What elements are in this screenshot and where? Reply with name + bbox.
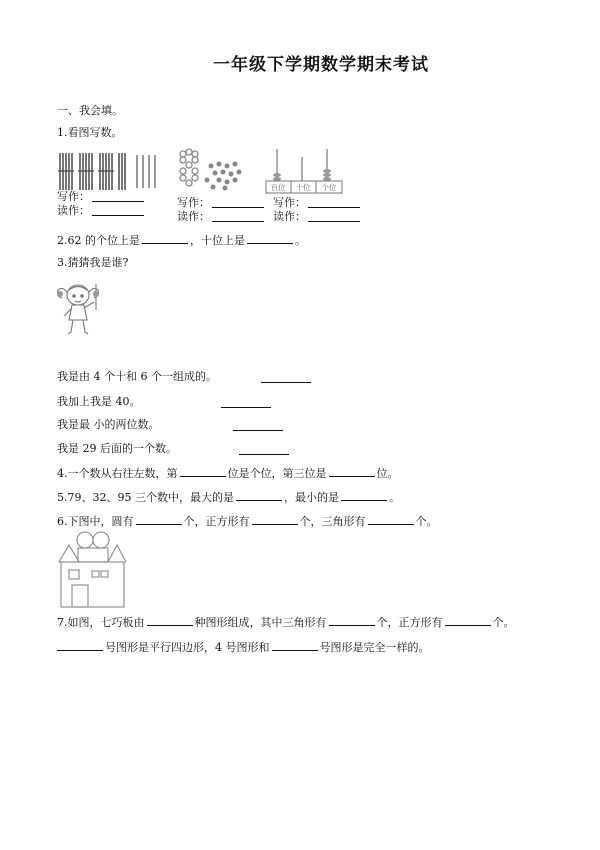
answer-blank[interactable] [136,513,182,525]
abacus-label-hundreds: 百位 [270,183,286,192]
question-7-part-b: 种图形组成，其中三角形有 [194,616,327,629]
question-6-part-c: 个，三角形有 [299,515,366,528]
riddle-line-4: 我是 29 后面的一个数。 [57,442,177,455]
dots-picture [177,148,249,192]
question-4-part-b: 位是个位，第三位是 [227,467,327,480]
answer-blank[interactable] [92,215,144,216]
abacus-label-ones: 个位 [321,183,337,192]
answer-blank[interactable] [92,201,144,202]
answer-blank[interactable] [236,489,282,501]
question-1-text: 1.看图写数。 [57,126,123,139]
answer-blank[interactable] [212,221,264,222]
answer-blank[interactable] [180,465,226,477]
question-5-part-b: ，最小的是 [283,491,339,504]
answer-blank[interactable] [272,639,318,651]
question-7-part-d: 个。 [492,616,515,629]
answer-blank[interactable] [233,430,283,431]
write-label-2: 写作： [177,196,210,209]
answer-blank[interactable] [341,489,387,501]
question-7-line-1 [57,614,515,630]
answer-blank[interactable] [261,382,311,383]
answer-blank[interactable] [329,465,375,477]
answer-blank[interactable] [445,614,491,626]
question-2-part-b: ，十位上是 [190,234,245,247]
riddle-line-2: 我加上我是 40。 [57,395,141,408]
sticks-picture [57,150,162,192]
read-label-3: 读作： [273,210,306,223]
question-6-part-d: 个。 [415,515,438,528]
question-4-part-a: 4.一个数从右往左数，第 [57,467,178,480]
question-7-line-2 [57,639,430,655]
question-5-part-c: 。 [388,491,400,504]
question-6-part-a: 6.下图中，圆有 [57,515,134,528]
question-7-part-e: 号图形是平行四边形，4 号图形和 [105,641,270,654]
question-4-part-c: 位。 [376,467,399,480]
question-5-part-a: 5.79、32、95 三个数中，最大的是 [57,491,234,504]
read-label-2: 读作： [177,210,210,223]
answer-blank[interactable] [57,639,103,651]
write-label-3: 写作： [273,196,306,209]
answer-blank[interactable] [252,513,298,525]
question-5 [57,489,400,505]
abacus-picture [265,147,345,195]
question-6 [57,513,438,529]
answer-blank[interactable] [239,454,289,455]
read-label-1: 读作： [57,204,90,217]
question-2-part-a: 2.62 的个位上是 [57,234,140,247]
page-title: 一年级下学期数学期末考试 [213,55,429,75]
question-4 [57,465,399,481]
question-6-part-b: 个，正方形有 [183,515,250,528]
abacus-label-tens: 十位 [295,183,311,192]
section-heading: 一、我会填。 [57,104,123,117]
question-2-part-c: 。 [295,234,306,247]
answer-blank[interactable] [147,614,193,626]
question-7-part-f: 号图形是完全一样的。 [319,641,430,654]
question-7-part-a: 7.如图，七巧板由 [57,616,145,629]
answer-blank[interactable] [308,207,360,208]
riddle-line-1: 我是由 4 个十和 6 个一组成的。 [57,370,217,383]
answer-blank[interactable] [308,221,360,222]
write-label-1: 写作： [57,190,90,203]
question-2 [57,232,306,248]
question-3-text: 3.猜猜我是谁? [57,256,129,269]
house-picture [56,530,126,608]
answer-blank[interactable] [212,207,264,208]
riddle-line-3: 我是最 小的两位数。 [57,418,160,431]
answer-blank[interactable] [142,232,188,244]
answer-blank[interactable] [247,232,293,244]
answer-blank[interactable] [368,513,414,525]
question-7-part-c: 个，正方形有 [376,616,443,629]
answer-blank[interactable] [221,407,271,408]
answer-blank[interactable] [329,614,375,626]
girl-illustration [56,280,112,338]
